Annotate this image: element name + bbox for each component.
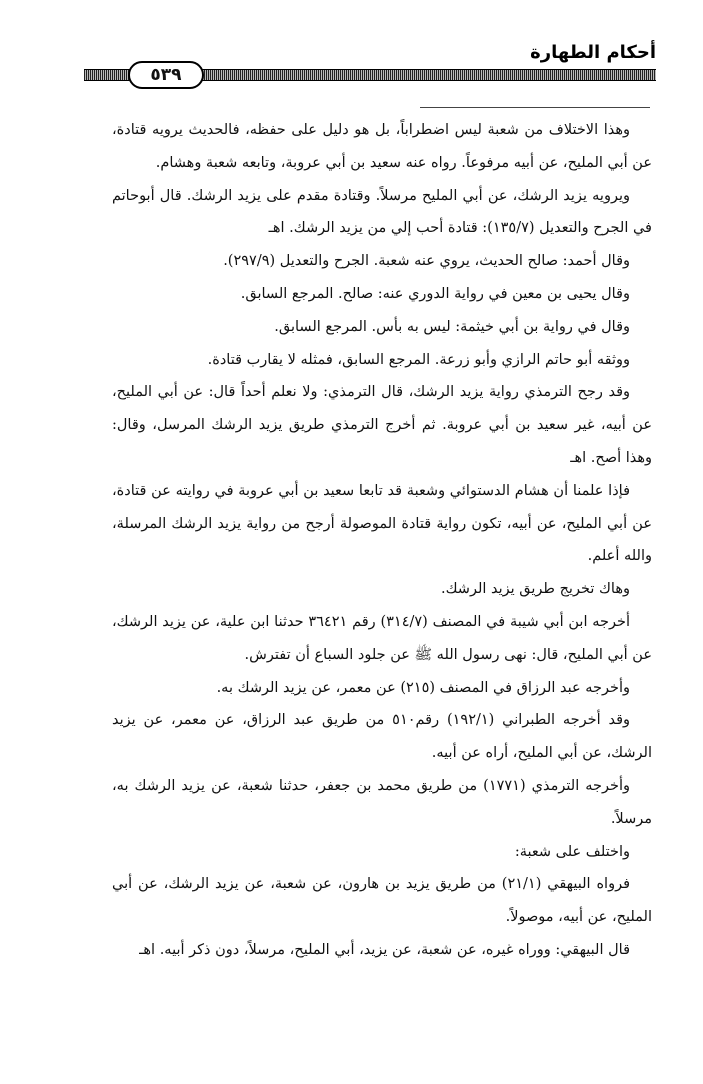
paragraph: واختلف على شعبة: — [514, 843, 630, 860]
paragraph: ويرويه يزيد الرشك، عن أبي المليح مرسلاً. وقتادة مقدم على يزيد الرشك. قال أبوحاتم في الجرح والتعديل (١٣٥/٧): قتادة أحب إلي من يزيد الرشك. اهـ — [112, 187, 652, 237]
paragraph: فإذا علمنا أن هشام الدستوائي وشعبة قد تابعا سعيد بن أبي عروبة في روايته عن قتادة، عن أبي المليح، عن أبيه، تكون رواية قتادة الموصولة أرجح من رواية يزيد الرشك المرسلة، والله أعلم. — [112, 482, 652, 565]
footnote-separator — [420, 107, 650, 108]
paragraph: قال البيهقي: ووراه غيره، عن شعبة، عن يزيد، أبي المليح، مرسلاً، دون ذكر أبيه. اهـ — [139, 941, 630, 958]
paragraph: وقال أحمد: صالح الحديث، يروي عنه شعبة. الجرح والتعديل (٢٩٧/٩). — [223, 253, 630, 270]
paragraph: وأخرجه عبد الرزاق في المصنف (٢١٥) عن معمر، عن يزيد الرشك به. — [216, 679, 630, 696]
page-body — [112, 114, 652, 967]
paragraph: وقد أخرجه الطبراني (١٩٢/١) رقم٥١٠ من طريق عبد الرزاق، عن معمر، عن يزيد الرشك، عن أبي المليح، أراه عن أبيه. — [112, 712, 652, 762]
paragraph: وقال يحيى بن معين في رواية الدوري عنه: صالح. المرجع السابق. — [240, 285, 630, 302]
paragraph: وقال في رواية بن أبي خيثمة: ليس به بأس. المرجع السابق. — [274, 318, 630, 335]
paragraph: وهذا الاختلاف من شعبة ليس اضطراباً، بل هو دليل على حفظه، فالحديث يرويه قتادة، عن أبي المليح، عن أبيه مرفوعاً. رواه عنه سعيد بن أبي عروبة، وتابعه شعبة وهشام. — [112, 122, 652, 171]
paragraph: فرواه البيهقي (٢١/١) من طريق يزيد بن هارون، عن شعبة، عن يزيد الرشك، عن أبي المليح، عن أبيه، موصولاً. — [112, 876, 652, 926]
book-title: أحكام الطهارة — [530, 42, 656, 63]
paragraph: وأخرجه الترمذي (١٧٧١) من طريق محمد بن جعفر، حدثنا شعبة، عن يزيد الرشك به، مرسلاً. — [112, 777, 652, 827]
paragraph: ووثقه أبو حاتم الرازي وأبو زرعة. المرجع السابق، فمثله لا يقارب قتادة. — [207, 351, 630, 368]
page-number: ٥٣٩ — [128, 61, 204, 89]
paragraph: وهاك تخريج طريق يزيد الرشك. — [440, 581, 630, 598]
page-header — [84, 36, 656, 86]
paragraph: أخرجه ابن أبي شيبة في المصنف (٣١٤/٧) رقم ٣٦٤٢١ حدثنا ابن علية، عن يزيد الرشك، عن أبي المليح، قال: نهى رسول الله ﷺ عن جلود السباع أن تفترش. — [112, 613, 652, 663]
paragraph: وقد رجح الترمذي رواية يزيد الرشك، قال الترمذي: ولا نعلم أحداً قال: عن أبي المليح، عن أبيه، غير سعيد بن أبي عروبة. ثم أخرج الترمذي طريق يزيد الرشك المرسل، وقال: وهذا أصح. اهـ — [112, 384, 652, 466]
